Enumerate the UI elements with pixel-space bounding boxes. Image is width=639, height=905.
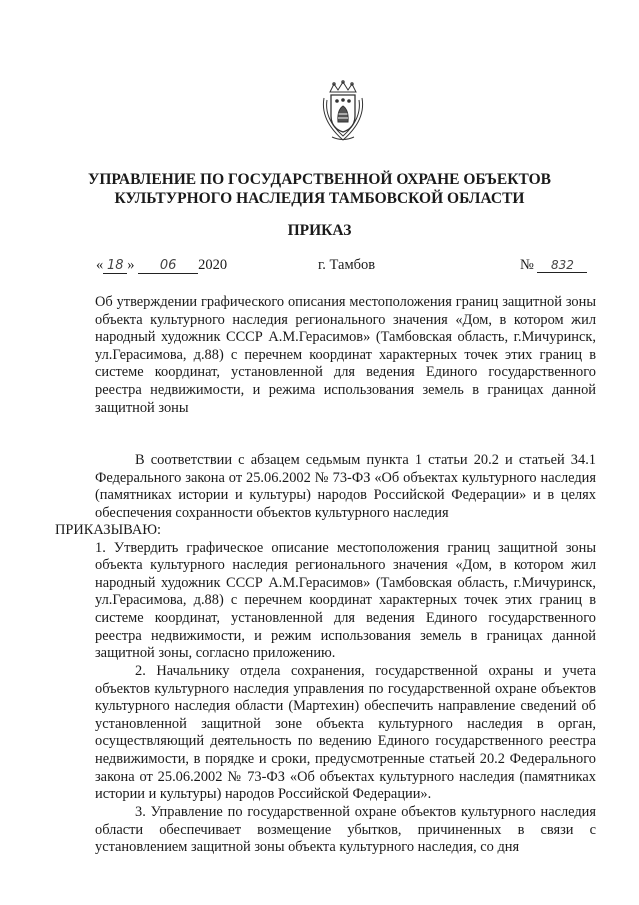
item-1-paragraph [55,522,596,663]
date-year: 2020 [198,257,228,273]
order-subject: Об утверждении графического описания местоположения границ защитной зоны объекта культурного наследия регионального значения «Дом, в котором жил народный художник СССР А.М.Герасимов» (Тамбовская область, г.Мичуринск, ул.Герасимова, д.88) с перечнем координат характерных точек этих границ в системе координат, установленной для ведения Единого государственного реестра недвижимости, и режима использования земель в границах данной защитной зоны [95,294,596,416]
organization-line-1: УПРАВЛЕНИЕ ПО ГОСУДАРСТВЕННОЙ ОХРАНЕ ОБЪЕКТОВ [87,171,552,188]
order-date [96,257,227,274]
date-close-quote: » [127,257,135,273]
document-type: ПРИКАЗ [287,222,352,239]
preamble-text: В соответствии с абзацем седьмым пункта 1 статьи 20.2 и статьей 34.1 Федерального закона от 25.06.2002 № 73-ФЗ «Об объектах культурного наследия (памятниках истории и культуры) народов Российской Федерации» и в целях обеспечения сохранности объектов культурного наследия [95,452,596,521]
organization-name [0,170,639,208]
order-city: г. Тамбов [318,257,376,273]
item-2-paragraph: 2. Начальнику отдела сохранения, государственной охраны и учета объектов культурного наследия управления по государственной охране объектов культурного наследия области (Мартехин) обеспечить направление сведений об установленной защитной зоне объекта культурного наследия в орган, осуществляющий деятельность по ведению Единого государственного реестра недвижимости, в порядке и сроки, предусмотренные статьей 20.2 Федерального закона от 25.06.2002 № 73-ФЗ «Об объектах культурного наследия (памятниках истории и культуры) народов Российской Федерации». [95,663,596,803]
coat-of-arms-emblem [318,80,368,142]
order-word: ПРИКАЗЫВАЮ: [55,522,162,538]
order-number-value: 832 [537,258,587,273]
item-1-text: 1. Утвердить графическое описание местоположения границ защитной зоны объекта культурного наследия регионального значения «Дом, в котором жил народный художник СССР А.М.Герасимов» (Тамбовская область, г.Мичуринск, ул.Герасимова, д.88) с перечнем координат характерных точек этих границ в системе координат, установленной для ведения Единого государственного реестра недвижимости, и режим использования земель в границах данной защитной зоны, согласно приложению. [95,539,596,662]
item-3-paragraph: 3. Управление по государственной охране объектов культурного наследия области обеспечивает возмещение убытков, причиненных в связи с установлением защитной зоны объекта культурного наследия, со дня [95,804,596,856]
number-sign: № [520,257,534,273]
date-month: 06 [138,258,198,274]
date-open-quote: « [96,257,104,273]
organization-line-2: КУЛЬТУРНОГО НАСЛЕДИЯ ТАМБОВСКОЙ ОБЛАСТИ [114,190,525,207]
preamble-paragraph [95,452,596,522]
order-number [520,257,587,274]
date-day: 18 [103,258,127,274]
